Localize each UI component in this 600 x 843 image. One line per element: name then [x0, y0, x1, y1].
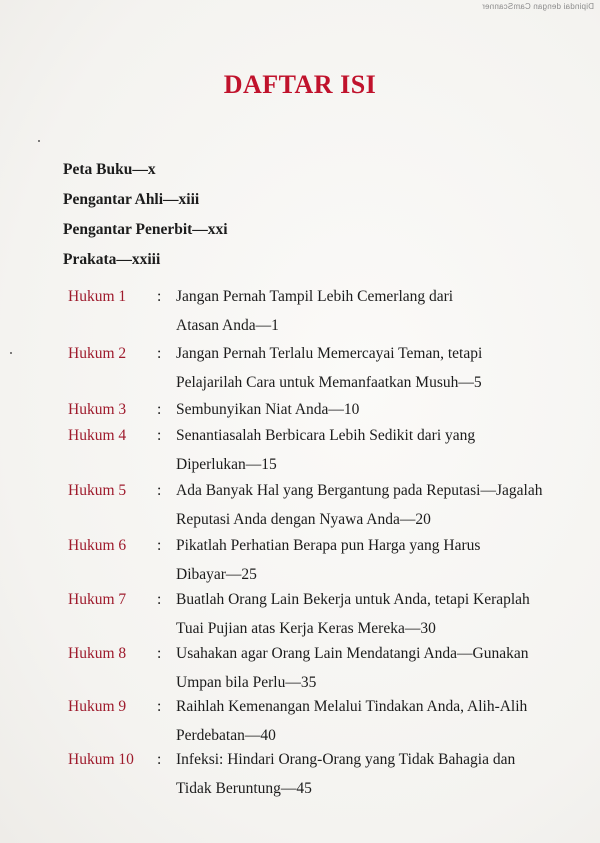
- law-title-line: Perdebatan—40: [176, 727, 276, 744]
- law-number: Hukum 8: [68, 645, 127, 662]
- separator: :: [157, 591, 162, 608]
- law-number: Hukum 3: [68, 401, 127, 418]
- law-title-line: Jangan Pernah Terlalu Memercayai Teman, tetapi: [176, 345, 483, 362]
- law-title-line: Buatlah Orang Lain Bekerja untuk Anda, tetapi Keraplah: [176, 591, 530, 608]
- law-title-line: Diperlukan—15: [176, 456, 277, 473]
- law-title-line: Jangan Pernah Tampil Lebih Cemerlang dari: [176, 288, 454, 305]
- front-item-prakata: Prakata—xxiii: [63, 251, 161, 268]
- separator: :: [157, 537, 162, 554]
- law-number: Hukum 1: [68, 288, 127, 305]
- law-title-line: Usahakan agar Orang Lain Mendatangi Anda—Gunakan: [176, 645, 529, 662]
- separator: :: [157, 401, 162, 418]
- law-number: Hukum 6: [68, 537, 127, 554]
- law-title-line: Dibayar—25: [176, 566, 257, 583]
- law-title-line: Raihlah Kemenangan Melalui Tindakan Anda, Alih-Alih: [176, 698, 528, 715]
- law-number: Hukum 2: [68, 345, 127, 362]
- law-title-line: Pikatlah Perhatian Berapa pun Harga yang Harus: [176, 537, 481, 554]
- law-title-line: Umpan bila Perlu—35: [176, 674, 317, 691]
- law-title-line: Atasan Anda—1: [176, 317, 279, 334]
- law-title-line: Pelajarilah Cara untuk Memanfaatkan Musuh—5: [176, 374, 482, 391]
- speck: [38, 140, 40, 142]
- law-title-line: Sembunyikan Niat Anda—10: [176, 401, 360, 418]
- separator: :: [157, 645, 162, 662]
- law-title-line: Senantiasalah Berbicara Lebih Sedikit dari yang: [176, 427, 476, 444]
- law-title-line: Tuai Pujian atas Kerja Keras Mereka—30: [176, 620, 436, 637]
- separator: :: [157, 427, 162, 444]
- separator: :: [157, 698, 162, 715]
- law-title-line: Infeksi: Hindari Orang-Orang yang Tidak Bahagia dan: [176, 751, 516, 768]
- law-number: Hukum 7: [68, 591, 127, 608]
- front-matter-list: [63, 155, 228, 275]
- front-item-pengantar-ahli: Pengantar Ahli—xiii: [63, 191, 200, 208]
- law-title-line: Tidak Beruntung—45: [176, 780, 312, 797]
- law-title-line: Reputasi Anda dengan Nyawa Anda—20: [176, 511, 431, 528]
- law-number: Hukum 10: [68, 751, 134, 768]
- separator: :: [157, 345, 162, 362]
- page-title: DAFTAR ISI: [223, 70, 377, 99]
- law-number: Hukum 9: [68, 698, 127, 715]
- separator: :: [157, 751, 162, 768]
- front-item-pengantar-penerbit: Pengantar Penerbit—xxi: [63, 221, 228, 238]
- law-number: Hukum 5: [68, 482, 127, 499]
- separator: :: [157, 482, 162, 499]
- scanner-watermark: Dipindai dengan CamScanner: [482, 2, 594, 11]
- law-title-line: Ada Banyak Hal yang Bergantung pada Reputasi—Jagalah: [176, 482, 543, 499]
- front-item-peta-buku: Peta Buku—x: [63, 161, 156, 178]
- speck: [10, 352, 12, 354]
- separator: :: [157, 288, 162, 305]
- law-number: Hukum 4: [68, 427, 127, 444]
